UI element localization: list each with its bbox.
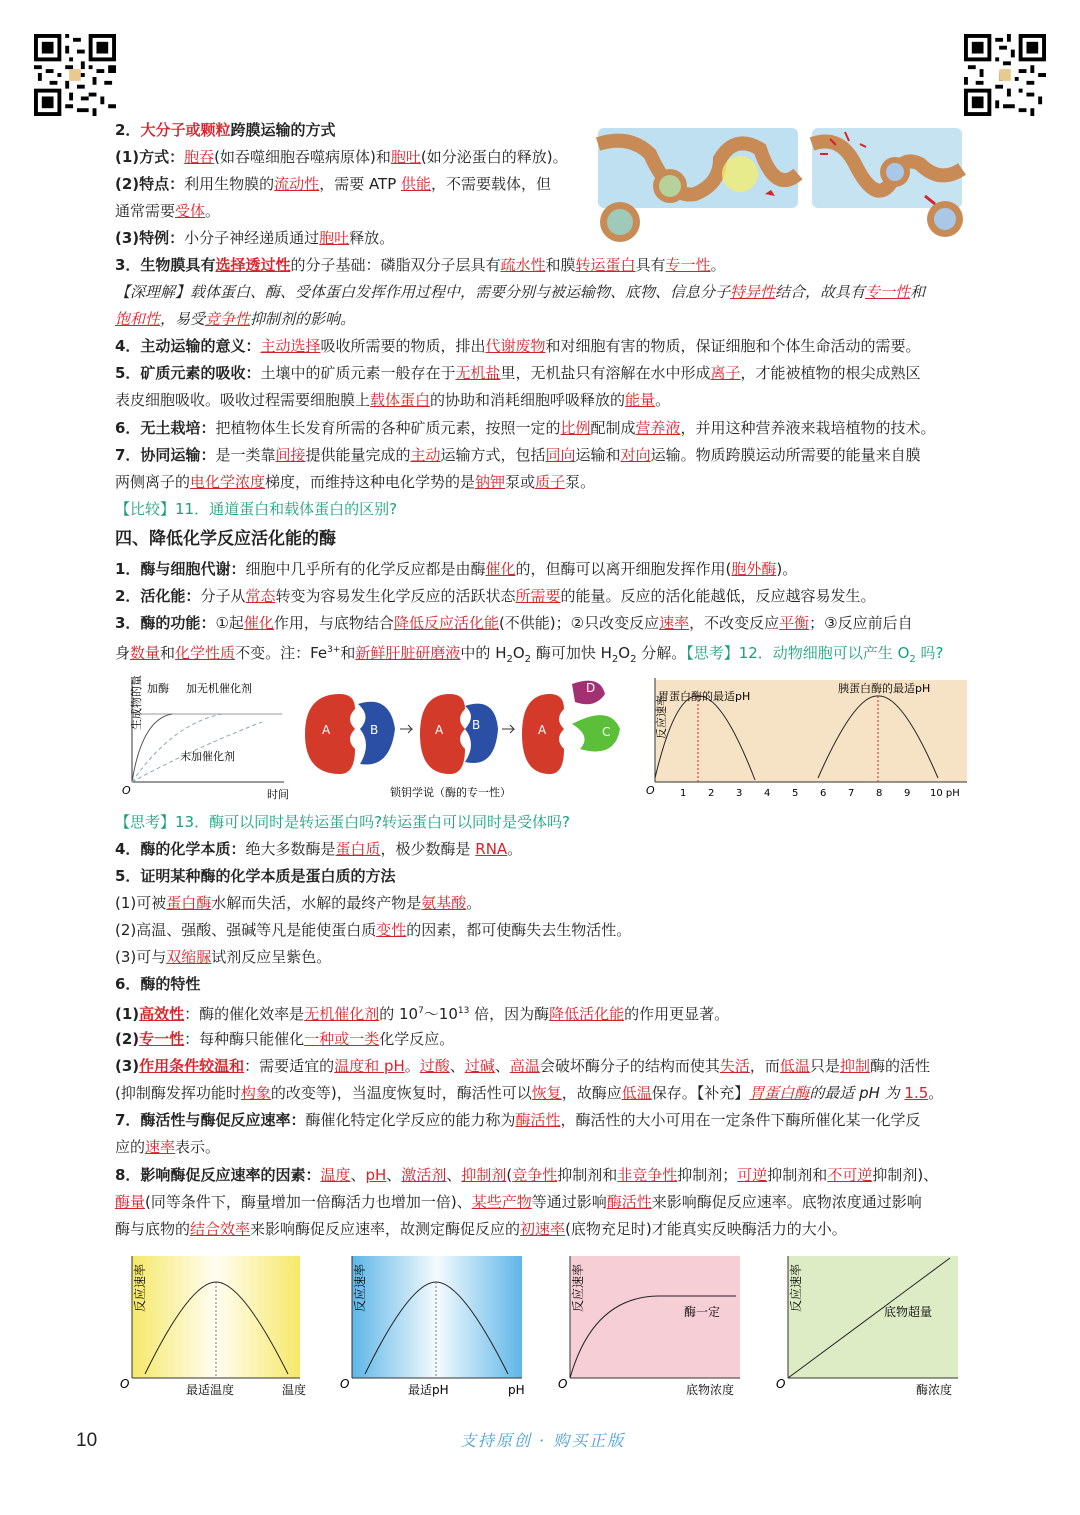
fig2-label-a2: A bbox=[435, 723, 444, 737]
fig2-label-a3: A bbox=[538, 723, 547, 737]
fig2-label-d: D bbox=[586, 681, 596, 695]
enzyme-6-2: (2)专一性：每种酶只能催化一种或一类化学反应。 bbox=[115, 1030, 455, 1048]
fig1-xlabel: 时间 bbox=[267, 788, 289, 801]
part4-heading: 四、降低化学反应活化能的酶 bbox=[115, 529, 336, 549]
enzyme-3: 3．酶的功能：①起催化作用，与底物结合降低反应活化能(不供能)；②只改变反应速率，不改变反应平衡；③反应前后自 bbox=[115, 614, 913, 632]
deep-understanding-2: 饱和性，易受竞争性抑制剂的影响。 bbox=[115, 310, 356, 328]
footer-slogan: 支持原创 · 购买正版 bbox=[460, 1431, 626, 1450]
rate-temperature-graph bbox=[110, 1252, 306, 1402]
sec5: 5．矿质元素的吸收：土壤中的矿质元素一般存在于无机盐里，无机盐只有溶解在水中形成离子，才能被植物的根尖成熟区 bbox=[115, 364, 921, 382]
fig2-label-c: C bbox=[602, 725, 611, 739]
sec3: 3．生物膜具有选择透过性的分子基础：磷脂双分子层具有疏水性和膜转运蛋白具有专一性。 bbox=[115, 256, 726, 274]
fig3-ylabel: 反应速率 bbox=[655, 695, 668, 739]
fig3-tick: 8 bbox=[876, 788, 883, 799]
graph1-origin: O bbox=[120, 1377, 130, 1391]
enzyme-2: 2．活化能：分子从常态转变为容易发生化学反应的活跃状态所需要的能量。反应的活化能越低，反应越容易发生。 bbox=[115, 587, 876, 605]
enzyme-3-2: 身数量和化学性质不变。注：$Fe^{3+}$和新鲜肝脏研磨液中的 $H_2O_2$ 酶可加快 $H_2O_2$ 分解。【思考】12．动物细胞可以产生 $O_2$ 吗? bbox=[115, 644, 944, 665]
sec2-line1: (1)方式：胞吞(如吞噬细胞吞噬病原体)和胞吐(如分泌蛋白的释放)。 bbox=[115, 148, 568, 166]
enzyme-4: 4．酶的化学本质：绝大多数酶是蛋白质，极少数酶是 RNA。 bbox=[115, 840, 523, 858]
fig1-label-inorganic: 加无机催化剂 bbox=[186, 682, 252, 695]
graph4-label: 底物超量 bbox=[884, 1305, 933, 1319]
enzyme-7-2: 应的速率表示。 bbox=[115, 1138, 221, 1156]
enzyme-8-3: 酶与底物的结合效率来影响酶促反应速率，故测定酶促反应的初速率(底物充足时)才能真实反映酶活力的大小。 bbox=[115, 1220, 847, 1238]
think-13: 【思考】13．酶可以同时是转运蛋白吗?转运蛋白可以同时是受体吗? bbox=[115, 813, 571, 831]
fig1-label-none: 未加催化剂 bbox=[180, 750, 235, 763]
graph3-xend: 底物浓度 bbox=[686, 1383, 735, 1397]
fig1-label-enzyme: 加酶 bbox=[147, 682, 169, 695]
graph3-ylabel: 反应速率 bbox=[571, 1263, 585, 1312]
sec7-2: 两侧离子的电化学浓度梯度，而维持这种电化学势的是钠钾泵或质子泵。 bbox=[115, 473, 596, 491]
sec2-line3: 通常需要受体。 bbox=[115, 202, 221, 220]
fig2-label-a1: A bbox=[322, 723, 331, 737]
fig1-ylabel: 生成物的量 bbox=[130, 675, 143, 730]
qr-code-left bbox=[34, 34, 116, 116]
graph1-xend: 温度 bbox=[282, 1383, 306, 1397]
sec2-title: 2．大分子或颗粒跨膜运输的方式 bbox=[115, 121, 336, 139]
fig3-tick: 10 pH bbox=[930, 788, 960, 799]
enzyme-6-1: (1)高效性：酶的催化效率是无机催化剂的 $10^7\sim 10^{13}$ 倍，因为酶降低活化能的作用更显著。 bbox=[115, 1005, 730, 1023]
fig3-tick: 3 bbox=[736, 788, 743, 799]
lock-key-model bbox=[300, 674, 630, 802]
enzyme-8-2: 酶量(同等条件下，酶量增加一倍酶活力也增加一倍)、某些产物等通过影响酶活性来影响酶促反应速率。底物浓度通过影响 bbox=[115, 1193, 922, 1211]
ph-optimum-graph bbox=[640, 674, 970, 804]
fig1-origin: O bbox=[122, 784, 131, 797]
product-time-graph bbox=[112, 674, 292, 802]
graph1-xmid: 最适温度 bbox=[186, 1383, 235, 1397]
enzyme-6-3: (3)作用条件较温和：需要适宜的温度和 pH。过酸、过碱、高温会破坏酶分子的结构而使其失活，而低温只是抑制酶的活性 bbox=[115, 1057, 930, 1075]
deep-understanding: 【深理解】载体蛋白、酶、受体蛋白发挥作用过程中，需要分别与被运输物、底物、信息分子特异性结合，故具有专一性和 bbox=[115, 283, 926, 301]
graph3-label: 酶一定 bbox=[684, 1305, 721, 1319]
page-number: 10 bbox=[76, 1430, 98, 1451]
enzyme-1: 1．酶与细胞代谢：细胞中几乎所有的化学反应都是由酶催化的，但酶可以离开细胞发挥作用(胞外酶)。 bbox=[115, 560, 798, 578]
fig2-label-b1: B bbox=[370, 723, 379, 737]
rate-enzyme-graph bbox=[766, 1252, 966, 1402]
enzyme-5-1: (1)可被蛋白酶水解而失活，水解的最终产物是氨基酸。 bbox=[115, 894, 482, 912]
fig2-caption: 锁钥学说（酶的专一性） bbox=[390, 786, 511, 799]
fig3-origin: O bbox=[646, 784, 655, 797]
sec2-line2: (2)特点：利用生物膜的流动性，需要 ATP 供能，不需要载体，但 bbox=[115, 175, 552, 193]
fig3-tick: 5 bbox=[792, 788, 799, 799]
fig3-label-pepsin: 胃蛋白酶的最适pH bbox=[658, 690, 751, 703]
fig3-tick: 4 bbox=[764, 788, 771, 799]
graph2-xend: pH bbox=[508, 1383, 525, 1397]
fig2-label-b2: B bbox=[472, 718, 481, 732]
graph2-ylabel: 反应速率 bbox=[353, 1263, 367, 1312]
graph1-ylabel: 反应速率 bbox=[133, 1263, 147, 1312]
enzyme-5-3: (3)可与双缩脲试剂反应呈紫色。 bbox=[115, 948, 332, 966]
enzyme-8: 8．影响酶促反应速率的因素：温度、pH、激活剂、抑制剂(竞争性抑制剂和非竞争性抑制剂；可逆抑制剂和不可逆抑制剂)、 bbox=[115, 1166, 939, 1184]
enzyme-6-title: 6．酶的特性 bbox=[115, 975, 201, 993]
sec7: 7．协同运输：是一类靠间接提供能量完成的主动运输方式，包括同向运输和对向运输。物质跨膜运动所需要的能量来自膜 bbox=[115, 446, 921, 464]
rate-ph-graph bbox=[330, 1252, 530, 1402]
fig3-tick: 6 bbox=[820, 788, 827, 799]
enzyme-6-4: (抑制酶发挥功能时构象的改变等)，当温度恢复时，酶活性可以恢复，故酶应低温保存。【补充】胃蛋白酶的最适 pH 为 1.5。 bbox=[115, 1084, 944, 1102]
sec2-line4: (3)特例：小分子神经递质通过胞吐释放。 bbox=[115, 229, 395, 247]
enzyme-7: 7．酶活性与酶促反应速率：酶催化特定化学反应的能力称为酶活性，酶活性的大小可用在一定条件下酶所催化某一化学反 bbox=[115, 1111, 921, 1129]
enzyme-5-2: (2)高温、强酸、强碱等凡是能使蛋白质变性的因素，都可使酶失去生物活性。 bbox=[115, 921, 632, 939]
graph4-xend: 酶浓度 bbox=[916, 1383, 953, 1397]
compare-11: 【比较】11．通道蛋白和载体蛋白的区别? bbox=[115, 500, 398, 518]
enzyme-5-title: 5．证明某种酶的化学本质是蛋白质的方法 bbox=[115, 867, 396, 885]
fig3-tick: 7 bbox=[848, 788, 855, 799]
fig3-tick: 1 bbox=[680, 788, 687, 799]
sec5-2: 表皮细胞吸收。吸收过程需要细胞膜上载体蛋白的协助和消耗细胞呼吸释放的能量。 bbox=[115, 391, 671, 409]
sec6: 6．无土栽培：把植物体生长发育所需的各种矿质元素，按照一定的比例配制成营养液，并用这种营养液来栽培植物的技术。 bbox=[115, 419, 936, 437]
graph4-origin: O bbox=[776, 1377, 786, 1391]
rate-substrate-graph bbox=[548, 1252, 748, 1402]
fig3-label-trypsin: 胰蛋白酶的最适pH bbox=[838, 682, 931, 695]
fig3-tick: 9 bbox=[904, 788, 911, 799]
sec4: 4．主动运输的意义：主动选择吸收所需要的物质，排出代谢废物和对细胞有害的物质，保证细胞和个体生命活动的需要。 bbox=[115, 337, 921, 355]
qr-code-right bbox=[964, 34, 1046, 116]
graph3-origin: O bbox=[558, 1377, 568, 1391]
fig3-tick: 2 bbox=[708, 788, 715, 799]
graph2-xmid: 最适pH bbox=[408, 1383, 449, 1397]
graph2-origin: O bbox=[340, 1377, 350, 1391]
membrane-transport-illustration bbox=[590, 124, 970, 248]
graph4-ylabel: 反应速率 bbox=[789, 1263, 803, 1312]
